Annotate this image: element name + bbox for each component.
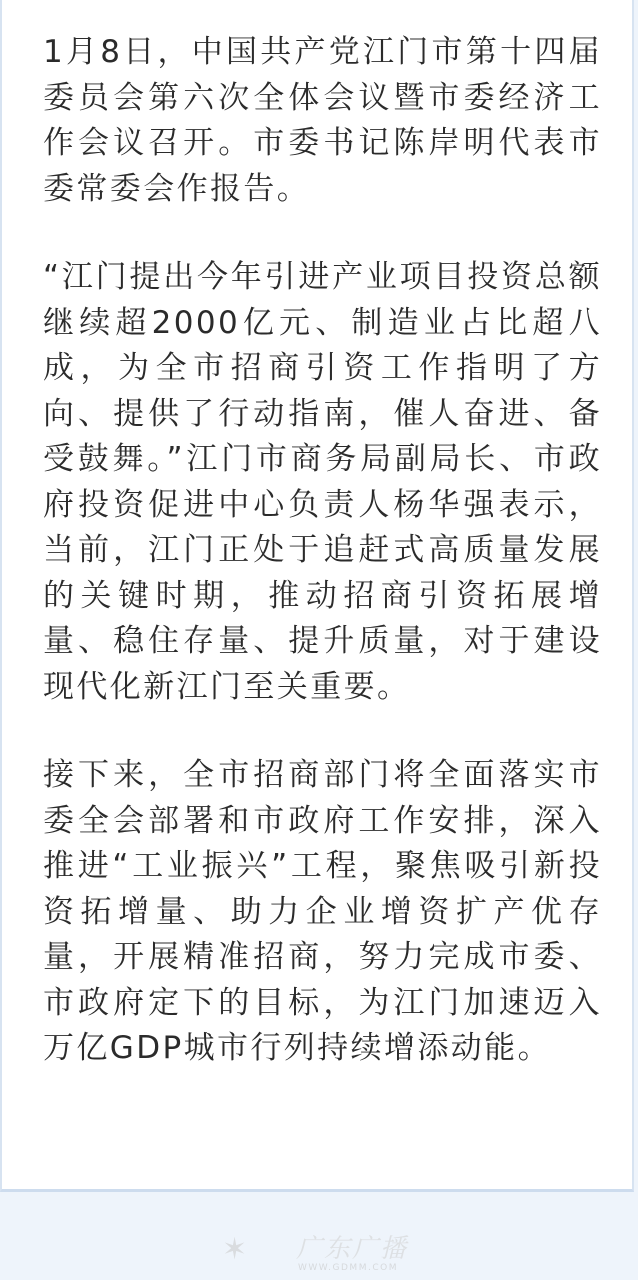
site-logo-icon: ✶ [222, 1232, 248, 1267]
watermark-brand: 广东广播 [296, 1234, 409, 1264]
article-paragraph-2: “江门提出今年引进产业项目投资总额继续超2000亿元、制造业占比超八成，为全市招商引资工作指明了方向、提供了行动指南，催人奋进、备受鼓舞。”江门市商务局副局长、市政府投资促进中心负责人杨华强表示，当前，江门正处于追赶式高质量发展的关键时期，推动招商引资拓展增量、稳住存量、提升质量，对于建设现代化新江门至关重要。 [43, 259, 602, 705]
page-footer [0, 1195, 638, 1280]
site-watermark [222, 1232, 422, 1275]
watermark-url: WWW.GDMM.COM [298, 1263, 398, 1273]
article-paragraph-3: 接下来，全市招商部门将全面落实市委全会部署和市政府工作安排，深入推进“工业振兴”工程，聚焦吸引新投资拓增量、助力企业增资扩产优存量，开展精准招商，努力完成市委、市政府定下的目标，为江门加速迈入万亿GDP城市行列持续增添动能。 [43, 757, 602, 1066]
article-paragraph-1: 1月8日，中国共产党江门市第十四届委员会第六次全体会议暨市委经济工作会议召开。市委书记陈岸明代表市委常委会作报告。 [43, 34, 602, 207]
